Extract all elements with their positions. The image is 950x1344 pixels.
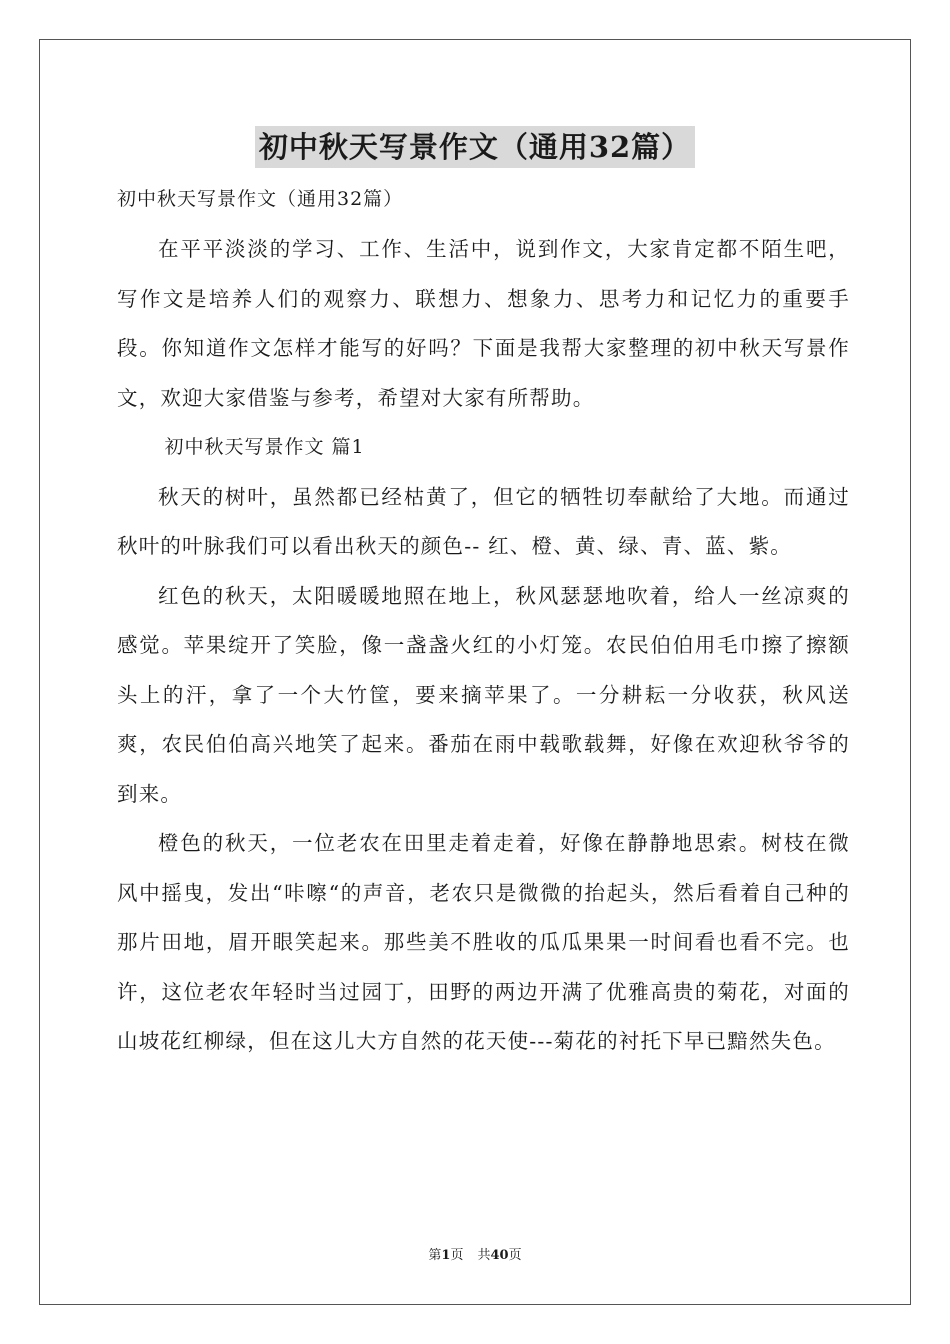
page-label-prefix: 第 [428, 1248, 442, 1263]
page-label-suffix: 页 [450, 1248, 464, 1263]
document-title: 初中秋天写景作文（通用32篇） [255, 126, 695, 168]
document-body [117, 225, 850, 1067]
title-block [0, 126, 950, 168]
section-paragraph: 橙色的秋天，一位老农在田里走着走着，好像在静静地思索。树枝在微风中摇曳，发出“咔嚓“的声音，老农只是微微的抬起头，然后看着自己种的那片田地，眉开眼笑起来。那些美不胜收的瓜瓜果果一时间看也看不完。也许，这位老农年轻时当过园丁，田野的两边开满了优雅高贵的菊花，对面的山坡花红柳绿，但在这儿大方自然的花天使---菊花的衬托下早已黯然失色。 [117, 831, 850, 1053]
section-paragraph: 秋天的树叶，虽然都已经枯黄了，但它的牺牲切奉献给了大地。而通过秋叶的叶脉我们可以看出秋天的颜色-- 红、橙、黄、绿、青、蓝、紫。 [117, 484, 850, 558]
total-label-prefix: 共 [477, 1248, 491, 1263]
section-paragraph: 红色的秋天，太阳暖暖地照在地上，秋风瑟瑟地吹着，给人一丝凉爽的感觉。苹果绽开了笑脸，像一盏盏火红的小灯笼。农民伯伯用毛巾擦了擦额头上的汗，拿了一个大竹筐，要来摘苹果了。一分耕耘一分收获，秋风送爽，农民伯伯高兴地笑了起来。番茄在雨中载歌载舞，好像在欢迎秋爷爷的到来。 [117, 583, 850, 806]
page-footer [0, 1247, 950, 1265]
intro-paragraph: 在平平淡淡的学习、工作、生活中，说到作文，大家肯定都不陌生吧，写作文是培养人们的观察力、联想力、想象力、思考力和记忆力的重要手段。你知道作文怎样才能写的好吗？下面是我帮大家整理的初中秋天写景作文，欢迎大家借鉴与参考，希望对大家有所帮助。 [117, 237, 850, 410]
page-number: 1 [441, 1248, 451, 1263]
document-subtitle: 初中秋天写景作文（通用32篇） [117, 188, 404, 210]
total-pages: 40 [490, 1248, 509, 1263]
section-heading: 初中秋天写景作文 篇1 [164, 436, 365, 458]
total-label-suffix: 页 [508, 1248, 522, 1263]
